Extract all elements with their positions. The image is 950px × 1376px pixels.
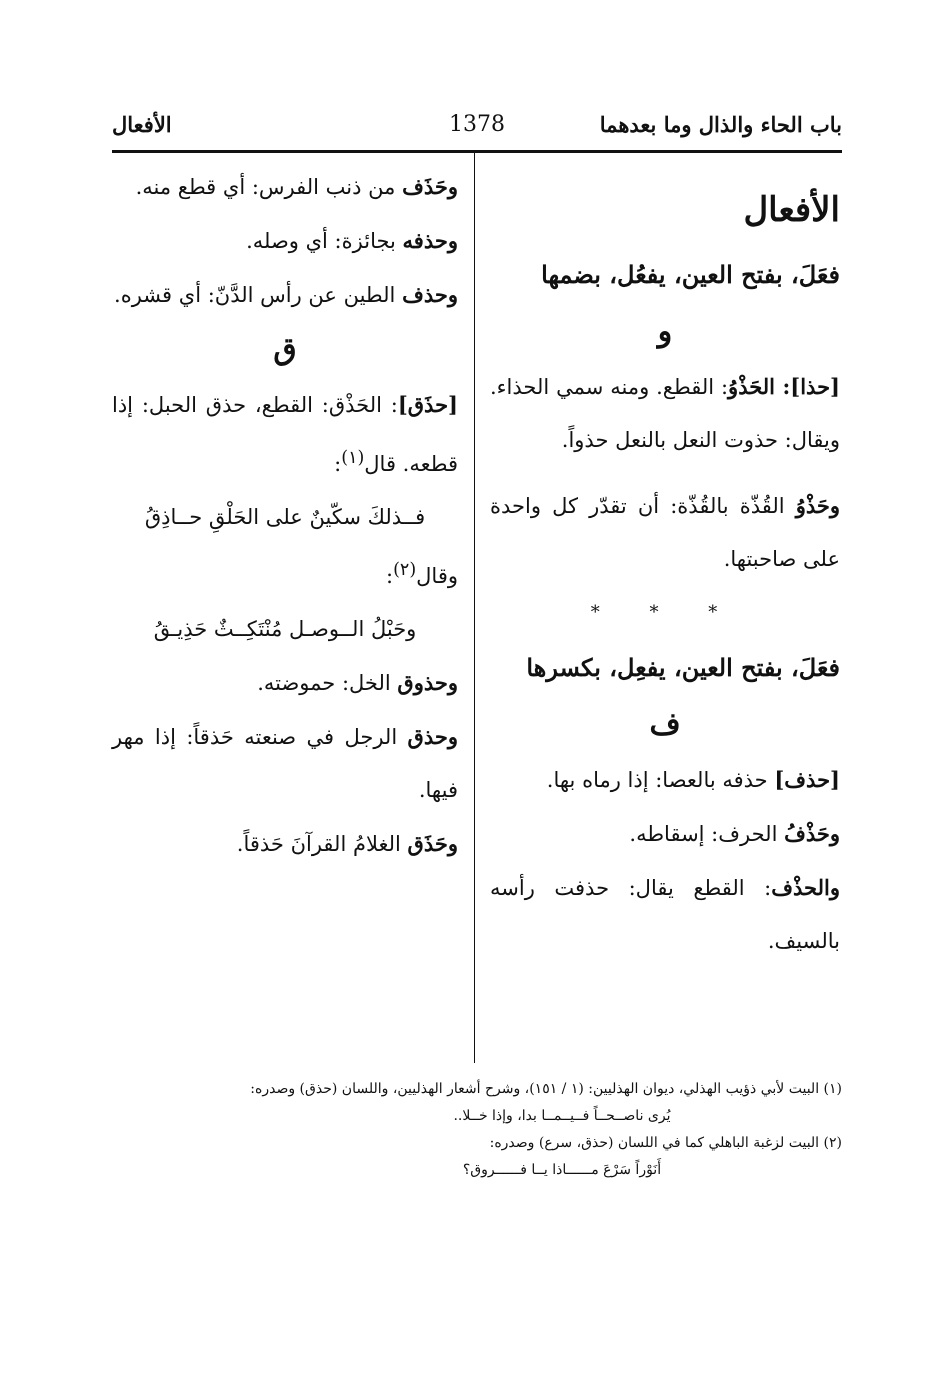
entry-hadha <box>490 360 840 467</box>
letter-heading-fa: ف <box>649 707 681 742</box>
definition: بجائزة: أي وصله. <box>246 229 403 253</box>
headword: [حذَق] <box>397 392 458 417</box>
entry-hadhaqa-rajul <box>112 710 458 817</box>
definition: الخل: حموضته. <box>257 671 398 695</box>
subheading-2: فعَلَ، بفتح العين، يفعِل، بكسرها <box>526 653 840 682</box>
footnotes <box>112 1076 842 1184</box>
main-heading: الأفعال <box>743 190 840 230</box>
definition: القُذّة بالقُذّة: أن تقدّر كل واحدة على صاحبتها. <box>490 494 840 571</box>
headword: وحَذْفُ <box>784 821 840 846</box>
entry-hadhafahu-jaiza <box>112 214 458 268</box>
headword: وحذف <box>402 282 458 307</box>
footnote-ref-1: (١) <box>341 448 365 468</box>
footnote-ref-2: (٢) <box>393 560 417 580</box>
footnote-2: (٢) البيت لزغبة الباهلي كما في اللسان (حذق، سرع) وصدره: <box>489 1135 842 1151</box>
entry-hadhw-qudhdha <box>490 479 840 586</box>
definition: : القطع يقال: حذفت رأسه بالسيف. <box>490 876 840 953</box>
headword: وحَذْوُ <box>795 493 840 518</box>
entry-hadhf-harf <box>490 807 840 861</box>
page-header <box>112 108 842 148</box>
entry-hadhaqa-ghulam <box>112 817 458 871</box>
footnote-1-verse: يُرى ناصــحــاً فــيــمــا بدا، وإذا خــلا.. <box>453 1108 671 1124</box>
qala-2: وقال$^{(٢)}$: <box>386 560 458 588</box>
definition: : القطع. ومنه سمي الحذاء. ويقال: حذوت النعل بالنعل حذواً. <box>490 375 840 452</box>
entry-hadhaqa: [حذَق]: الحَذْق: القطع، حذق الحبل: إذا قطعه. قال$^{(١)}$: <box>112 392 458 476</box>
header-rule <box>112 150 842 153</box>
verse-2: وحَبْلُ الــوصـل مُنْتَكِــثٌ حَذِيـقُ <box>153 617 417 641</box>
headword: [حذا]: الحَذْوُ <box>728 374 840 399</box>
letter-heading-qaf: ق <box>273 332 297 367</box>
headword: وحذق <box>407 724 458 749</box>
section-separator: * * * <box>590 602 740 623</box>
definition: حذفه بالعصا: إذا رماه بها. <box>546 768 775 792</box>
definition: الرجل في صنعته حَذقاً: إذا مهر فيها. <box>112 725 458 802</box>
definition: : الحَذْق: القطع، حذق الحبل: إذا قطعه. قال <box>112 393 458 476</box>
verse-1: فــذلكَ سكّينٌ على الحَلْقِ حــاذِقُ <box>144 505 426 529</box>
chapter-title: باب الحاء والذال وما بعدهما <box>599 112 842 137</box>
section-title: الأفعال <box>112 112 172 137</box>
headword: وحَذَف <box>402 174 458 199</box>
page-number: 1378 <box>449 112 505 137</box>
headword: والحذْف <box>771 875 840 900</box>
entry-hadhafa-dhanab <box>112 160 458 214</box>
left-column <box>112 160 458 871</box>
right-column <box>490 160 840 968</box>
headword: [حذف] <box>774 767 840 792</box>
definition: من ذنب الفرس: أي قطع منه. <box>135 175 403 199</box>
entry-hadhf-tin <box>112 268 458 322</box>
letter-heading-waw: و <box>657 314 673 349</box>
entry-hadhf <box>490 753 840 807</box>
headword: وحذوق <box>397 670 458 695</box>
headword: وحَذَق <box>407 831 458 856</box>
column-divider <box>474 153 475 1063</box>
footnote-1: (١) البيت لأبي ذؤيب الهذلي، ديوان الهذليين: (١ / ١٥١)، وشرح أشعار الهذليين، واللسان (حذق) وصدره: <box>250 1081 842 1097</box>
headword: وحذفه <box>402 228 458 253</box>
entry-hudhuq-khall <box>112 656 458 710</box>
footnote-2-verse: أَنَوْراً سَرْعَ مــــــاذا يــا فــــــروق؟ <box>462 1162 662 1178</box>
definition: الغلامُ القرآنَ حَذقاً. <box>236 832 408 856</box>
definition: الطين عن رأس الدَّنّ: أي قشره. <box>114 283 403 307</box>
entry-al-hadhf <box>490 861 840 968</box>
definition: الحرف: إسقاطه. <box>629 822 785 846</box>
subheading-1: فعَلَ، بفتح العين، يفعُل، بضمها <box>541 260 840 289</box>
